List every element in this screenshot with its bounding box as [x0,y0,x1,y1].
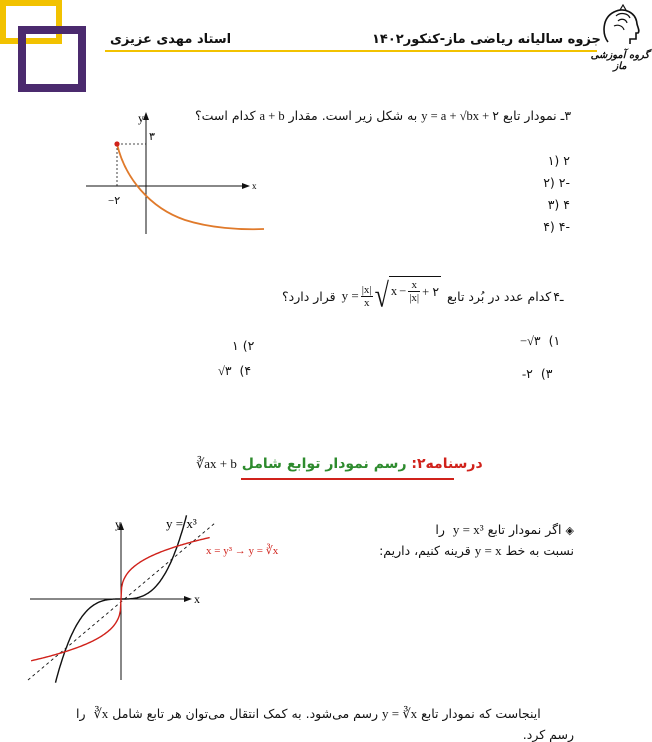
lesson-underline [241,478,454,480]
teacher-name: استاد مهدی عزیزی [110,32,232,47]
lesson-formula: ∛ax + b [196,456,237,471]
q3-curve [117,144,264,229]
g2-cubic-label: y = x³ [166,516,197,531]
q3-expr: a + b [259,109,285,123]
q3-x-tick: −۲ [108,195,121,207]
q4-root-sign: √ [374,276,389,315]
q3-formula: y = a + √bx + ۲ [421,109,500,123]
q4-radicand: x − $\frac{x}{|x|}$ + ۲ [389,276,441,304]
q3-text-before: نمودار تابع [503,108,557,123]
diamond-bullet-icon: ◈ [565,524,574,537]
publisher-logo [590,4,650,72]
text2-line2: رسم کرد. [522,727,574,742]
q3-option-2[interactable]: -۲ (۲ [543,175,570,190]
q3-start-point [114,141,119,146]
q3-x-label: x [252,181,257,191]
q4-fraction-2: $\frac{x}{|x|}$ [409,279,420,304]
q3-y-label: y [138,111,144,125]
q3-option-3[interactable]: ۴ (۳ [547,197,570,212]
text1-line1: را y = x³ اگر نمودار تابع ◈ [435,522,574,537]
q4-fraction-1: $\frac{|x|}{x}$ [361,283,372,309]
lesson-title-red: درسنامه۲: [411,456,483,472]
header-divider [105,50,597,52]
q4-option-3[interactable]: -۲ (۳ [522,366,553,381]
q4-number: ۴ـ [553,288,564,304]
text1-line2: قرینه کنیم، داریم: y = x نسبت به خط [379,543,574,558]
g2-cbrt-label: x = y³ → y = ∛x [206,545,279,557]
q4-option-4[interactable]: √۳ (۴ [218,363,252,378]
q3-option-1[interactable]: ۲ (۱ [547,153,570,168]
q4-text-after: قرار دارد؟ [282,288,336,304]
q4-option-2[interactable]: ۱ (۲ [232,338,255,353]
g2-y-label: y [115,517,121,531]
q4-question [282,276,564,315]
booklet-title: جزوه سالیانه ریاضی ماز-کنکور۱۴۰۲ [372,32,601,47]
lesson-title-green: رسم نمودار توابع شامل [241,456,407,472]
q3-text-after: به شکل زیر است. مقدار [288,108,418,123]
q4-option-1[interactable]: −√۳ (۱ [520,333,561,348]
text2-line1: را ∛x رسم می‌شود. به کمک انتقال می‌توان هر تابع شامل y = ∛x اینجاست که نمودار تابع [76,706,541,721]
cubic-graph [20,508,330,686]
q4-text-before: کدام عدد در بُرد تابع [447,288,552,304]
q3-number: ۳ـ [560,108,572,123]
logo-text: گروه آموزشی ماز [590,50,650,72]
q3-y-tick: ۳ [149,131,155,143]
g2-x-label: x [194,592,200,606]
q3-graph [80,108,270,238]
lesson-title [196,456,483,472]
q4-y-eq: y = [341,288,359,303]
head-icon [590,4,650,48]
corner-logo-frame [0,0,100,100]
q3-option-4[interactable]: -۴ (۴ [543,219,570,234]
q3-text-end: کدام است؟ [195,108,256,123]
